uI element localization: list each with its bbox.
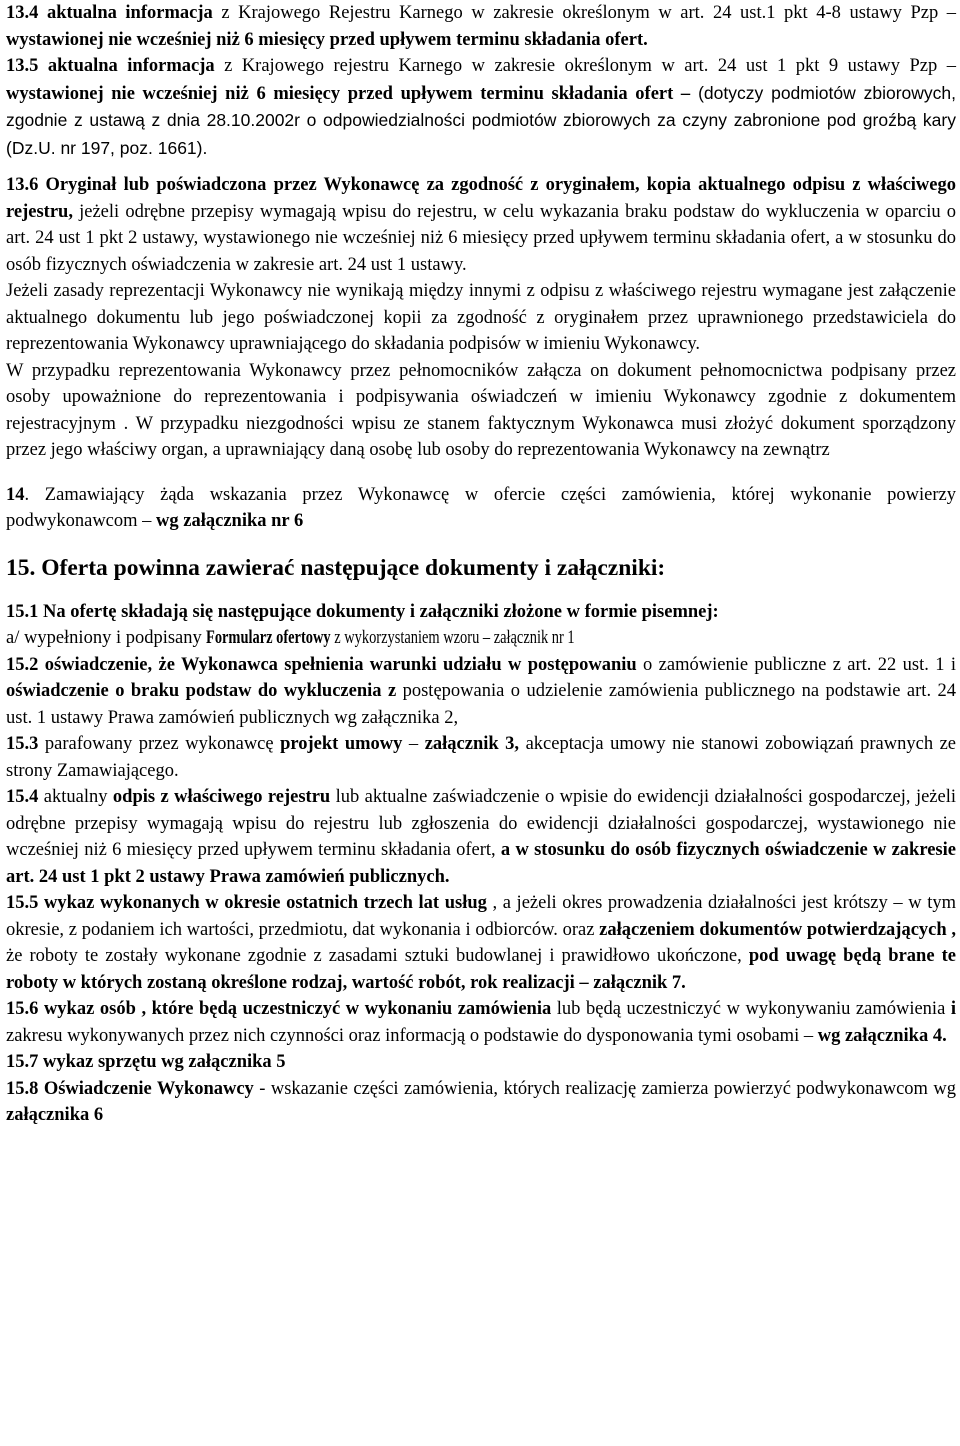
bold-text: projekt umowy: [280, 734, 403, 754]
body-text: o zamówienie publiczne z art. 22 ust. 1 i: [636, 654, 956, 675]
bold-text: wg załącznika nr 6: [156, 511, 304, 531]
section-13-6-paragraph-3: [6, 358, 956, 464]
item-number: 15.2: [6, 654, 39, 675]
body-text: z wykorzystaniem wzoru – załącznik nr 1: [331, 628, 576, 648]
body-text-sans: (dotyczy podmiotów zbiorowych, zgodnie z ustawą z dnia 28.10.2002r o odpowiedzialności podmiotów zbiorowych za czyny zabronione pod groźbą kary (Dz.U. nr 197, poz. 1661).: [6, 82, 956, 158]
body-text: że roboty te zostały wykonane zgodnie z zasadami sztuki budowlanej i prawidłowo ukończone,: [6, 946, 749, 966]
item-15-6: [6, 996, 956, 1049]
section-13-6-paragraph-2: [6, 278, 956, 358]
body-text: z Krajowego Rejestru Karnego w zakresie określonym w art. 24 ust.1 pkt 4-8 ustawy Pzp –: [212, 3, 957, 23]
body-text: akceptacja umowy nie stanowi zobowiązań prawnych ze strony Zamawiającego.: [6, 734, 957, 781]
body-text: aktualny: [38, 787, 113, 807]
body-text: jeżeli odrębne przepisy wymagają wpisu do rejestru, w celu wykazania braku podstaw do wykluczenia w oparciu o art. 24 ust 1 pkt 2 ustawy, wystawionego nie wcześniej niż 6 miesięcy przed upływem terminu składania ofert, a w stosunku do osób fizycznych oświadczenia w zakresie art. 24 ust 1 ustawy.: [6, 201, 956, 275]
item-15-2: [6, 652, 956, 732]
body-text: a/ wypełniony i podpisany: [6, 628, 207, 648]
item-15-7: 15.7 wykaz sprzętu wg załącznika 5: [6, 1052, 286, 1072]
bold-text: odpis z właściwego rejestru: [112, 787, 331, 807]
bold-text: aktualna informacja: [38, 56, 215, 76]
section-number: 13.6: [6, 175, 39, 195]
section-13-4: [6, 0, 956, 53]
bold-text: wystawionej nie wcześniej niż 6 miesięcy przed upływem terminu składania ofert –: [6, 83, 691, 104]
bold-text: pod uwagę będą brane te roboty w których zostaną określone rodzaj, wartość robót, rok realizacji – załącznik 7.: [6, 946, 956, 993]
bold-text: Oryginał lub poświadczona przez Wykonawcę za zgodność z oryginałem, kopia aktualnego odpisu z właściwego rejestru,: [6, 175, 956, 222]
body-text: parafowany przez wykonawcę: [38, 734, 281, 754]
section-15-heading: 15. Oferta powinna zawierać następujące dokumenty i załączniki:: [6, 554, 666, 581]
body-text: z Krajowego rejestru Karnego w zakresie określonym w art. 24 ust 1 pkt 9 ustawy Pzp –: [214, 56, 957, 76]
body-text: Jeżeli zasady reprezentacji Wykonawcy nie wynikają między innymi z odpisu z właściwego rejestru wymagane jest załączenie aktualnego dokumentu lub jego poświadczonej kopii za zgodność z oryginałem przez uprawnionego przedstawiciela do reprezentowania Wykonawcy uprawniającego do składania podpisów w imieniu Wykonawcy.: [6, 281, 956, 354]
bold-text: wykaz wykonanych w okresie ostatnich trzech lat usług: [38, 893, 487, 913]
body-text: lub aktualne zaświadczenie o wpisie do ewidencji działalności gospodarczej, jeżeli odrębne przepisy wymagają wpisu do rejestru lub zgłoszenia do ewidencji działalności gospodarczej, wystawionego nie wcześniej niż 6 miesięcy przed upływem terminu składania ofert,: [6, 787, 956, 860]
item-number: 15.5: [6, 893, 39, 913]
section-13-5: [6, 53, 956, 162]
bold-text: załączeniem dokumentów potwierdzających ,: [599, 919, 957, 940]
item-number: 15.6: [6, 999, 39, 1019]
body-text: W przypadku reprezentowania Wykonawcy przez pełnomocników załącza on dokument pełnomocnictwa podpisany przez osoby upoważnione do reprezentowania i podpisywania oświadczeń w imieniu Wykonawcy zgodnie z dokumentem rejestracyjnym . W przypadku niezgodności wpisu ze stanem faktycznym Wykonawca musi złożyć dokument sporządzony przez jego właściwy organ, a uprawniający daną osobę lub osoby do reprezentowania Wykonawcy na zewnątrz: [6, 360, 956, 460]
bold-text: oświadczenie o braku podstaw do wykluczenia z: [6, 681, 397, 701]
body-text: postępowania o udzielenie zamówienia publicznego na podstawie art. 24 ust. 1 ustawy Prawa zamówień publicznych wg załącznika 2,: [6, 681, 957, 728]
body-text: lub będą uczestniczyć w wykonywaniu zamówienia: [551, 999, 951, 1019]
item-number: 15.3: [6, 734, 39, 754]
bold-text: i: [950, 999, 956, 1019]
item-15-3: [6, 731, 956, 784]
bold-text: wg załącznika 4.: [817, 1025, 947, 1046]
body-text: –: [402, 734, 425, 754]
item-15-4: [6, 784, 956, 890]
item-15-1: 15.1 Na ofertę składają się następujące dokumenty i załączniki złożone w formie pisemnej:: [6, 601, 719, 622]
body-text: , a jeżeli okres prowadzenia działalności jest krótszy – w tym okresie, z podaniem ich wartości, przedmiotu, dat wykonania i odbiorców. oraz: [6, 893, 956, 940]
bold-text: aktualna informacja: [38, 3, 213, 23]
bold-text: wykaz osób , które będą uczestniczyć w wykonaniu zamówienia: [38, 999, 552, 1019]
bold-text: a w stosunku do osób fizycznych oświadczenie w zakresie art. 24 ust 1 pkt 2 ustawy Prawa zamówień publicznych.: [6, 840, 956, 887]
body-text: zakresu wykonywanych przez nich czynności oraz informacją o podstawie do dysponowania tymi osobami –: [6, 1025, 818, 1046]
body-text: . Zamawiający żąda wskazania przez Wykonawcę w ofercie części zamówienia, której wykonanie powierzy podwykonawcom –: [6, 484, 956, 531]
bold-text: załącznik 3,: [424, 734, 520, 754]
section-14: [6, 482, 956, 535]
section-13-6: [6, 172, 956, 278]
document-page: [6, 0, 956, 1446]
item-number: 15.8: [6, 1078, 39, 1099]
item-number: 15.4: [6, 787, 39, 807]
form-name: Formularz ofertowy: [206, 628, 332, 648]
item-15-1-a: [6, 625, 956, 652]
section-number: 13.4: [6, 3, 39, 23]
item-15-5: [6, 890, 956, 996]
bold-text: oświadczenie, że Wykonawca spełnienia warunki udziału w postępowaniu: [38, 654, 637, 675]
section-number: 13.5: [6, 56, 39, 76]
body-text: - wskazanie części zamówienia, których realizację zamierza powierzyć podwykonawcom wg: [253, 1078, 956, 1099]
bold-text: Oświadczenie Wykonawcy: [38, 1078, 254, 1099]
bold-text: załącznika 6: [6, 1105, 104, 1125]
item-15-8: [6, 1076, 956, 1129]
bold-text: wystawionej nie wcześniej niż 6 miesięcy przed upływem terminu składania ofert.: [6, 29, 648, 50]
section-number: 14: [6, 484, 25, 505]
